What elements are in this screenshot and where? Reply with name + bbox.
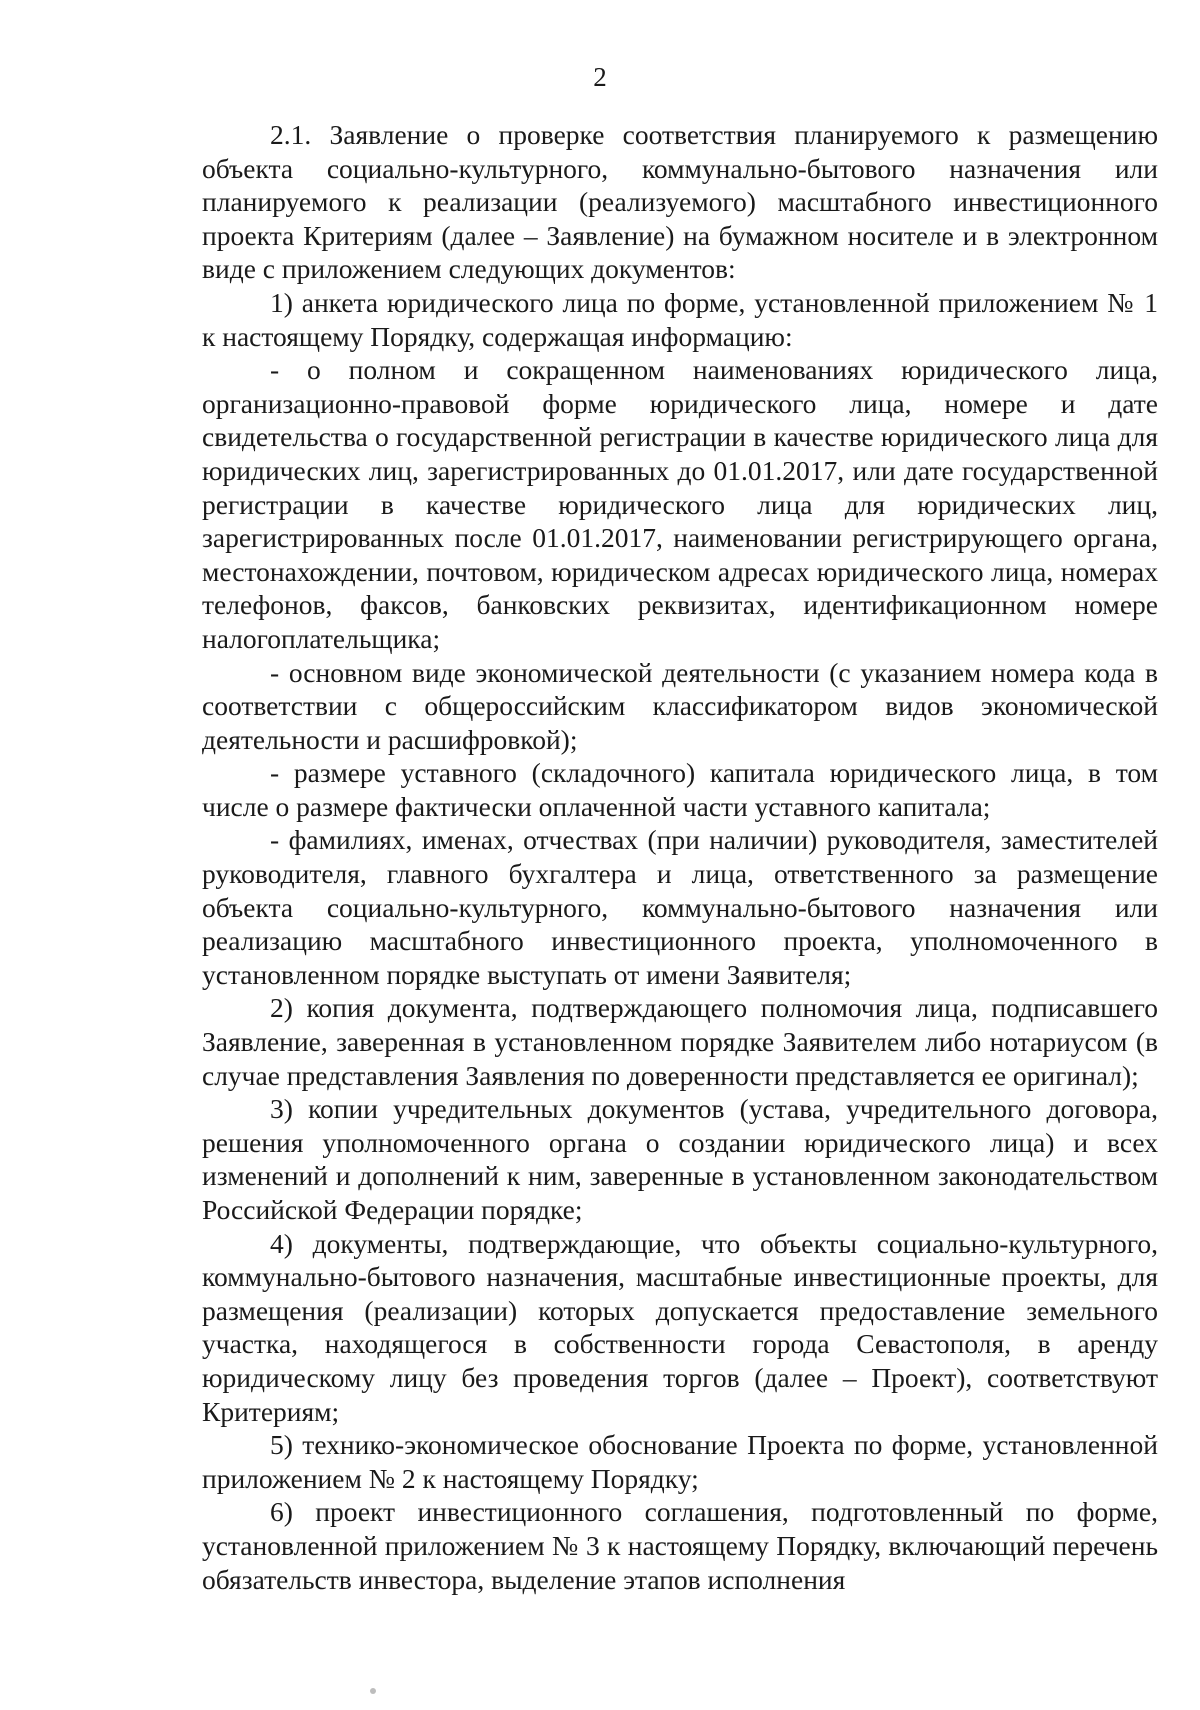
paragraph-subitem-name: - о полном и сокращенном наименованиях юридического лица, организационно-правовой форме юридического лица, номере и дате свидетельства о государственной регистрации в качестве юридического лица для юридических лиц, зарегистрированных до 01.01.2017, или дате государственной регистрации в качестве юридического лица для юридических лиц, зарегистрированных после 01.01.2017, наименовании регистрирующего органа, местонахождении, почтовом, юридическом адресах юридического лица, номерах телефонов, факсов, банковских реквизитах, идентификационном номере налогоплательщика;	[202, 354, 1158, 654]
paragraph-subitem-activity: - основном виде экономической деятельности (с указанием номера кода в соответствии с общероссийским классификатором видов экономической деятельности и расшифровкой);	[202, 656, 1158, 755]
paragraph-subitem-capital: - размере уставного (складочного) капитала юридического лица, в том числе о размере фактически оплаченной части уставного капитала;	[202, 757, 1158, 822]
paragraph-item-3: 3) копии учредительных документов (устава, учредительного договора, решения уполномоченного органа о создании юридического лица) и всех изменений и дополнений к ним, заверенные в установленном законодательством Российской Федерации порядке;	[202, 1093, 1158, 1225]
paragraph-item-1: 1) анкета юридического лица по форме, установленной приложением № 1 к настоящему Порядку, содержащая информацию:	[202, 286, 1158, 352]
scan-speck	[370, 1688, 376, 1694]
paragraph-subitem-persons: - фамилиях, именах, отчествах (при наличии) руководителя, заместителей руководителя, главного бухгалтера и лица, ответственного за размещение объекта социально-культурного, коммунально-бытового назначения или реализацию масштабного инвестиционного проекта, уполномоченного в установленном порядке выступать от имени Заявителя;	[202, 824, 1158, 990]
paragraph-item-6: 6) проект инвестиционного соглашения, подготовленный по форме, установленной приложением № 3 к настоящему Порядку, включающий перечень обязательств инвестора, выделение этапов исполнения	[202, 1496, 1158, 1595]
paragraph-2-1: 2.1. Заявление о проверке соответствия планируемого к размещению объекта социально-культурного, коммунально-бытового назначения или планируемого к реализации (реализуемого) масштабного инвестиционного проекта Критериям (далее – Заявление) на бумажном носителе и в электронном виде с приложением следующих документов:	[202, 119, 1158, 285]
paragraph-item-4: 4) документы, подтверждающие, что объекты социально-культурного, коммунально-бытового назначения, масштабные инвестиционные проекты, для размещения (реализации) которых допускается предоставление земельного участка, находящегося в собственности города Севастополя, в аренду юридическому лицу без проведения торгов (далее – Проект), соответствуют Критериям;	[202, 1227, 1158, 1427]
page-number: 2	[593, 62, 607, 92]
paragraph-item-5: 5) технико-экономическое обоснование Проекта по форме, установленной приложением № 2 к настоящему Порядку;	[202, 1429, 1158, 1494]
document-body	[202, 118, 1158, 1596]
paragraph-item-2: 2) копия документа, подтверждающего полномочия лица, подписавшего Заявление, заверенная в установленном порядке Заявителем либо нотариусом (в случае представления Заявления по доверенности представляется ее оригинал);	[202, 992, 1158, 1091]
